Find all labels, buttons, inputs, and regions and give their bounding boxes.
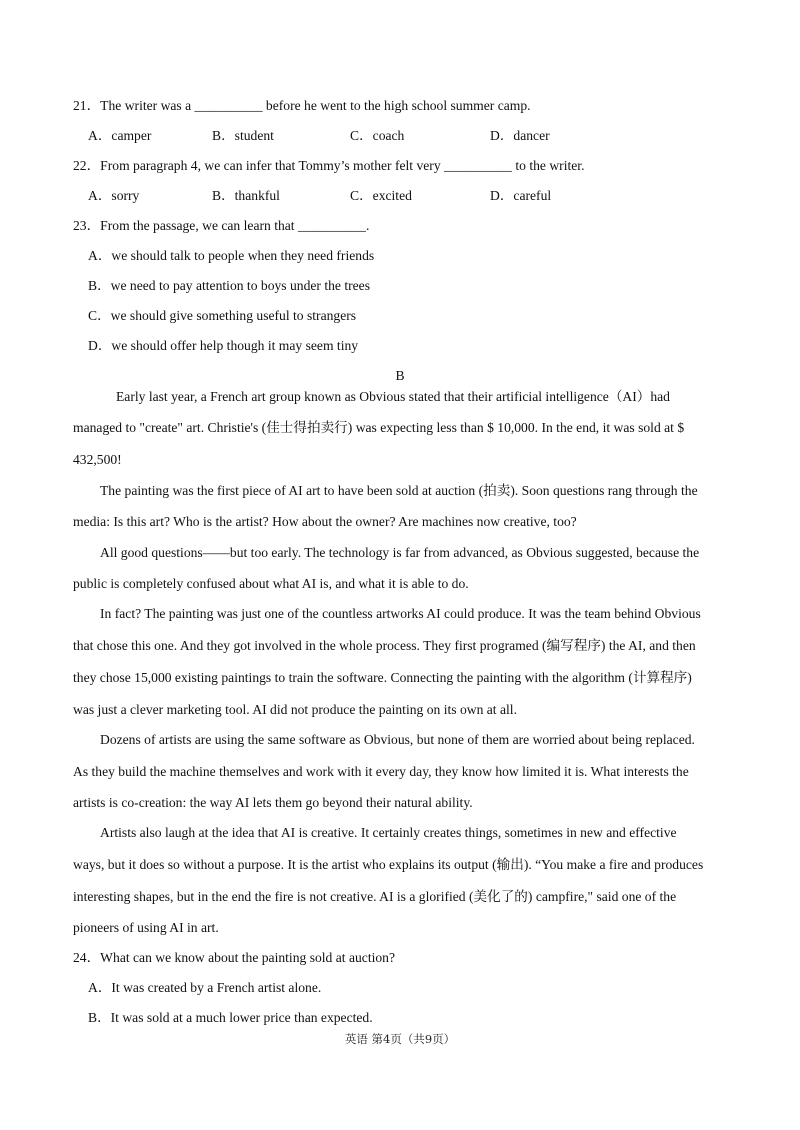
q24-option-b[interactable]: B．It was sold at a much lower price than expected. (88, 1010, 373, 1025)
q23-option-d[interactable]: D．we should offer help though it may seem tiny (88, 338, 359, 353)
q22-option-d[interactable]: D．careful (490, 188, 552, 203)
passage-line: The painting was the first piece of AI art to have been sold at auction (拍卖). Soon questions rang through the (100, 483, 698, 498)
q24-option-a[interactable]: A．It was created by a French artist alone. (88, 980, 322, 995)
question-23-stem: 23．From the passage, we can learn that __________. (73, 218, 370, 233)
passage-line: Early last year, a French art group known as Obvious stated that their artificial intelligence（AI）had (116, 389, 670, 404)
passage-line: that chose this one. And they got involved in the whole process. They first programed (编写程序) the AI, and then (73, 638, 696, 653)
question-21-stem: 21．The writer was a __________ before he went to the high school summer camp. (73, 98, 531, 113)
q21-option-b[interactable]: B．student (212, 128, 274, 143)
q22-option-b[interactable]: B．thankful (212, 188, 280, 203)
q23-option-a[interactable]: A．we should talk to people when they need friends (88, 248, 375, 263)
passage-line: pioneers of using AI in art. (73, 920, 219, 935)
passage-line: was just a clever marketing tool. AI did not produce the painting on its own at all. (73, 702, 517, 717)
q22-option-c[interactable]: C．excited (350, 188, 412, 203)
passage-line: public is completely confused about what AI is, and what it is able to do. (73, 576, 469, 591)
passage-line: All good questions——but too early. The technology is far from advanced, as Obvious suggested, because the (100, 545, 700, 560)
passage-line: Artists also laugh at the idea that AI is creative. It certainly creates things, sometimes in new and effective (100, 825, 677, 840)
passage-line: In fact? The painting was just one of the countless artworks AI could produce. It was the team behind Obvious (100, 606, 701, 621)
section-b-heading: B (395, 368, 405, 383)
q21-option-d[interactable]: D．dancer (490, 128, 550, 143)
passage-line: media: Is this art? Who is the artist? How about the owner? Are machines now creative, too? (73, 514, 577, 529)
q22-option-a[interactable]: A．sorry (88, 188, 140, 203)
q21-option-c[interactable]: C．coach (350, 128, 405, 143)
passage-line: interesting shapes, but in the end the fire is not creative. AI is a glorified (美化了的) campfire," said one of the (73, 889, 677, 904)
question-22-stem: 22．From paragraph 4, we can infer that Tommy’s mother felt very __________ to the writer. (73, 158, 585, 173)
question-24-stem: 24．What can we know about the painting sold at auction? (73, 950, 396, 965)
q23-option-c[interactable]: C．we should give something useful to strangers (88, 308, 357, 323)
passage-line: As they build the machine themselves and work with it every day, they know how limited it is. What interests the (73, 764, 689, 779)
passage-line: managed to "create" art. Christie's (佳士得拍卖行) was expecting less than $ 10,000. In the end, it was sold at $ (73, 420, 685, 435)
q21-option-a[interactable]: A．camper (88, 128, 152, 143)
passage-line: ways, but it does so without a purpose. It is the artist who explains its output (输出). “You make a fire and produces (73, 857, 704, 872)
passage-line: artists is co-creation: the way AI lets them go beyond their natural ability. (73, 795, 473, 810)
passage-line: 432,500! (73, 452, 122, 467)
passage-line: they chose 15,000 existing paintings to train the software. Connecting the painting with the algorithm (计算程序) (73, 670, 692, 685)
passage-line: Dozens of artists are using the same software as Obvious, but none of them are worried about being replaced. (100, 732, 695, 747)
q23-option-b[interactable]: B．we need to pay attention to boys under the trees (88, 278, 370, 293)
page-footer: 英语 第4页（共9页） (344, 1032, 456, 1046)
